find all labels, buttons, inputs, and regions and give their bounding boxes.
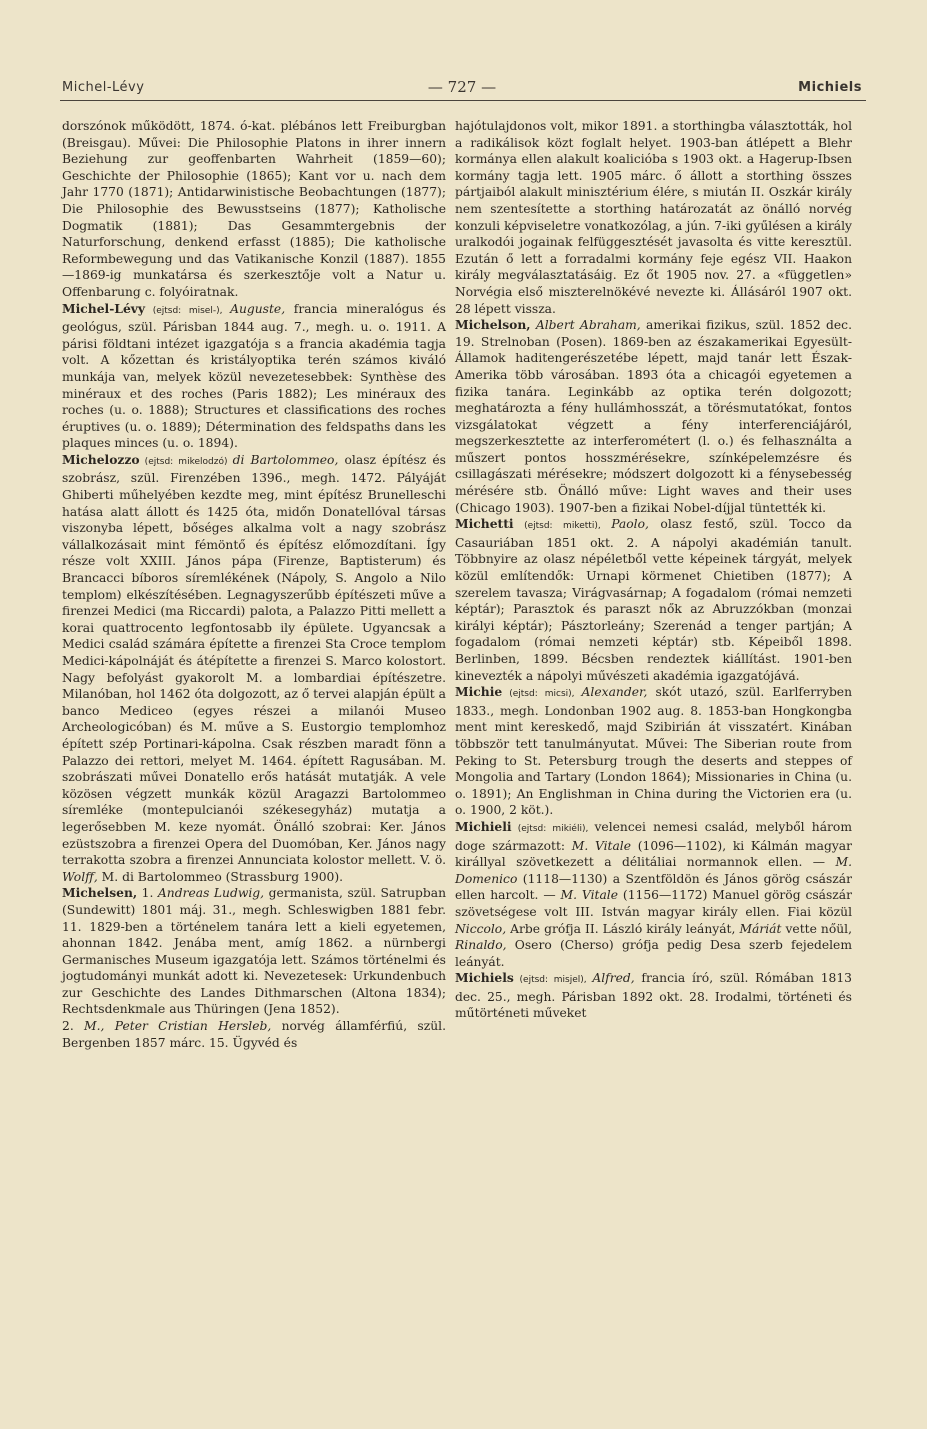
italic-term: di Bartolommeo,	[232, 452, 339, 467]
entry-text: norvég államférfiú, szül. Bergenben 1857 márc. 15. Ügyvéd és	[62, 1019, 446, 1050]
entry-headword: Michieli	[455, 818, 512, 834]
entry-text: olasz festő, szül. Tocco da Casauriában 1851 okt. 2. A nápolyi akadémián tanult. Többnyire az olasz népéletből vette képeinek tárgyát, melyek közül említendők: Urnapi körmenet Chietiben (1877); A szerelem tavasza; Virágvasárnap; A fogadalom (római nemzeti képtár); Parasztok és paraszt nők az Abruzzókban (monzai királyi képtár); Pásztorleány; Szerenád a tenger partján; A fogadalom (római nemzeti képtár) stb. Képeiből 1898. Berlinben, 1899. Bécsben rendeztek kiállítást. 1901-ben kinevezték a nápolyi művészeti akadémia igazgatójává.	[455, 517, 852, 683]
entry-text: skót utazó, szül. Earlferryben 1833., megh. Londonban 1902 aug. 8. 1853-ban Hongkongba ment mint kereskedő, majd Szibirián át visszatért. Kinában többször tett tanulmányutat. Művei: The Siberian route from Peking to St. Petersburg trough the deserts and steppes of Mongolia and Tartary (London 1864); Missionaries in China (u. o. 1891); An Englishman in China during the Victorien era (u. o. 1900, 2 köt.).	[455, 685, 853, 818]
entry-paragraph	[62, 452, 446, 885]
entry-text: M. di Bartolommeo (Strassburg 1900).	[97, 869, 344, 884]
italic-term: M., Peter Cristian Hersleb,	[84, 1019, 272, 1034]
entry-paragraph	[455, 684, 852, 819]
italic-term: Máriát	[739, 921, 782, 936]
italic-term: Paolo,	[611, 517, 649, 532]
header-last-entry: Michiels	[798, 80, 862, 95]
entry-headword: Michelsen,	[62, 885, 138, 901]
italic-term: Alexander,	[581, 685, 648, 700]
entry-text: (1118—1130) a Szentföldön és János görög császár ellen harcolt. —	[455, 871, 852, 903]
entry-text: amerikai fizikus, szül. 1852 dec. 19. Strelnoban (Posen). 1869-ben az északamerikai Egyesült-Államok haditengerészetébe lépett, majd tanár lett Észak-Amerika több városában. 1893 óta a chicagói egyetemen a fizika tanára. Leginkább az optika terén dolgozott; meghatározta a fény hullámhosszát, a törésmutatókat, fontos vizsgálatokat végzett a fény interferenciájáról, megszerkesztette az interferométert (l. o.) és felhasználta a műszert pontos hosszmérésekre, színképelemzésre és csillagászati mérésekre; módszert dolgozott ki a fénysebesség mérésére stb. Önálló műve: Light waves and their uses (Chicago 1903). 1907-ben a fizikai Nobel-díjjal tüntették ki.	[455, 318, 852, 515]
entry-paragraph	[62, 118, 446, 301]
italic-term: Albert Abraham,	[535, 318, 641, 333]
italic-term: Wolff,	[62, 869, 98, 884]
italic-term: Auguste,	[230, 301, 286, 316]
entry-paragraph	[455, 317, 852, 516]
header-rule	[60, 100, 866, 101]
entry-text: germanista, szül. Satrupban (Sundewitt) 1801 máj. 31., megh. Schleswigben 1881 febr. 11. 1829-ben a történelem tanára lett a kieli egyetemen, ahonnan 1842. Jenába ment, amíg 1862. a nürnbergi Germanisches Museum igazgatója lett. Számos történelmi és jogtudományi munkát adott ki. Nevezetesek: Urkundenbuch zur Geschichte des Landes Dithmarschen (Altona 1834); Rechtsdenkmale aus Thüringen (Jena 1852).	[62, 886, 446, 1017]
italic-term: M. Domenico	[455, 855, 852, 886]
entry-text: velencei nemesi család, melyből három doge származott:	[455, 819, 852, 853]
pronunciation: (ejtsd: misel-),	[145, 305, 231, 316]
entry-headword: Michelozzo	[62, 451, 140, 467]
right-column	[455, 118, 852, 1022]
entry-text: dorszónok működött, 1874. ó-kat. plébános lett Freiburgban (Breisgau). Művei: Die Philosophie Platons in ihrer innern Beziehung zur geoffenbarten Wahrheit (1859—60); Geschichte der Philosophie (1865); Kant vor u. nach dem Jahr 1770 (1871); Antidarwinistische Beobachtungen (1877); Die Philosophie des Bewusstseins (1877); Katholische Dogmatik (1881); Das Gesammtergebnis der Naturforschung, denkend erfasst (1885); Die katholische Reformbewegung und das Vatikanische Konzil (1887). 1855—1869-ig munkatársa és szerkesztője volt a Natur u. Offenbarung c. folyóiratnak.	[62, 119, 446, 299]
page-header	[62, 78, 862, 100]
left-column	[62, 118, 446, 1051]
entry-headword: Michetti	[455, 516, 514, 532]
italic-term: Andreas Ludwig,	[157, 886, 265, 901]
entry-text: (1156—1172) Manuel görög császár szövetségese volt III. István magyar király ellen. Fiai közül	[455, 888, 852, 919]
entry-paragraph	[455, 516, 852, 684]
entry-text: (1096—1102), ki Kálmán magyar királlyal szövetkezett a délitáliai normannok ellen. —	[455, 838, 853, 870]
italic-term: Niccolo,	[455, 921, 507, 936]
entry-text: Osero (Cherso) grófja pedig Desa szerb fejedelem leányát.	[455, 938, 852, 969]
pronunciation: (ejtsd: micsi),	[502, 689, 582, 700]
entry-headword: Michelson,	[455, 317, 531, 333]
italic-term: M. Vitale	[560, 888, 619, 903]
entry-paragraph	[62, 1018, 446, 1051]
pronunciation: (ejtsd: miketti),	[513, 521, 612, 532]
entry-text: 1.	[137, 886, 158, 901]
pronunciation: (ejtsd: mikiéli),	[511, 823, 595, 834]
entry-text: olasz építész és szobrász, szül. Firenzében 1396., megh. 1472. Pályáját Ghiberti műhelyében kezdte meg, mint építész Brunelleschi hatása alatt állott és 1425 óta, midőn Donatellóval társas viszonyba lépett, bőséges alkalma volt a nagy szobrász vállalkozásait mint fémöntő és építész előmozdítani. Így része volt XXIII. János pápa (Firenze, Baptisterum) és Brancacci bíboros síremlékének (Nápoly, S. Angolo a Nilo templom) elkészítésében. Legnagyszerűbb építészeti műve a firenzei Medici (ma Riccardi) palota, a Palazzo Pitti mellett a korai quattrocento legfontosabb ily épülete. Ugyancsak a Medici család számára építette a firenzei Sta Croce templom Medici-kápolnáját és átépítette a firenzei S. Marco kolostort. Nagy befolyást gyakorolt M. a lombardiai építészetre. Milanóban, hol 1462 óta dolgozott, az ő tervei alapján épült a banco Mediceo (egyes részei a milanói Museo Archeologicóban) és M. műve a S. Eustorgio templomhoz épített szép Portinari-kápolna. Csak részben maradt fönn a Palazzo dei rettori, melyet M. 1464. épített Ragusában. M. szobrászati művei Donatello erős hatását mutatják. A vele közösen végzett munkák közül Aragazzi Bartolommeo síremléke (montepulcianói székesegyház) mutatja a legerősebben M. keze nyomát. Önálló szobrai: Ker. János ezüstszobra a firenzei Opera del Duomóban, Ker. János nagy terrakotta szobra a firenzei Annunciata kolostor mellett. V. ö.	[62, 452, 446, 868]
entry-paragraph	[62, 301, 446, 452]
entry-headword: Michel-Lévy	[62, 300, 146, 316]
italic-term: M. Vitale	[571, 838, 632, 853]
entry-text: francia író, szül. Rómában 1813 dec. 25., megh. Párisban 1892 okt. 28. Irodalmi, történeti és műtörténeti műveket	[455, 971, 852, 1021]
entry-paragraph	[455, 819, 852, 970]
entry-text: vette nőül,	[781, 921, 852, 936]
pronunciation: (ejtsd: mikelodzó)	[139, 456, 233, 467]
header-first-entry: Michel-Lévy	[62, 80, 145, 95]
entry-text: 2.	[62, 1019, 85, 1034]
page-number: — 727 —	[427, 78, 497, 96]
entry-text: hajótulajdonos volt, mikor 1891. a storthingba választották, hol a radikálisok közt foglalt helyet. 1903-ban átlépett a Blehr kormánya ellen alakult koalicióba s 1903 okt. a Hagerup-Ibsen kormány tagja lett. 1905 márc. ő állott a storthing összes pártjaiból alakult minisztérium élére, s miután II. Oszkár király nem szentesítette a storthing határozatát az önálló norvég konzuli képviseletre vonatkozólag, a jún. 7-iki gyűlésen a király uralkodói jogainak felfüggesztését javasolta és vitte keresztül. Ezután ő lett a forradalmi kormány feje egész VII. Haakon király megválasztatásáig. Ez őt 1905 nov. 27. a «független» Norvégia első miszterelnökévé nevezte ki. Állásáról 1907 okt. 28 lépett vissza.	[455, 119, 852, 316]
entry-headword: Michie	[455, 684, 503, 700]
entry-paragraph	[455, 118, 852, 317]
italic-term: Alfred,	[592, 971, 635, 986]
italic-term: Rinaldo,	[455, 938, 507, 953]
entry-paragraph	[455, 970, 852, 1022]
entry-headword: Michiels	[455, 970, 514, 986]
entry-text: francia mineralógus és geológus, szül. Párisban 1844 aug. 7., megh. u. o. 1911. A párisi földtani intézet igazgatója s a francia akadémia tagja volt. A kőzettan és kristályoptika terén számos kiváló munkája van, melyek közül nevezetesebbek: Synthèse des minéraux et des roches (Paris 1882); Les minéraux des roches (u. o. 1888); Structures et classifications des roches éruptives (u. o. 1889); Détermination des feldspaths dans les plaques minces (u. o. 1894).	[62, 301, 446, 451]
entry-paragraph	[62, 885, 446, 1018]
pronunciation: (ejtsd: misjel),	[513, 975, 593, 986]
entry-text: Arbe grófja II. László király leányát,	[506, 921, 740, 936]
